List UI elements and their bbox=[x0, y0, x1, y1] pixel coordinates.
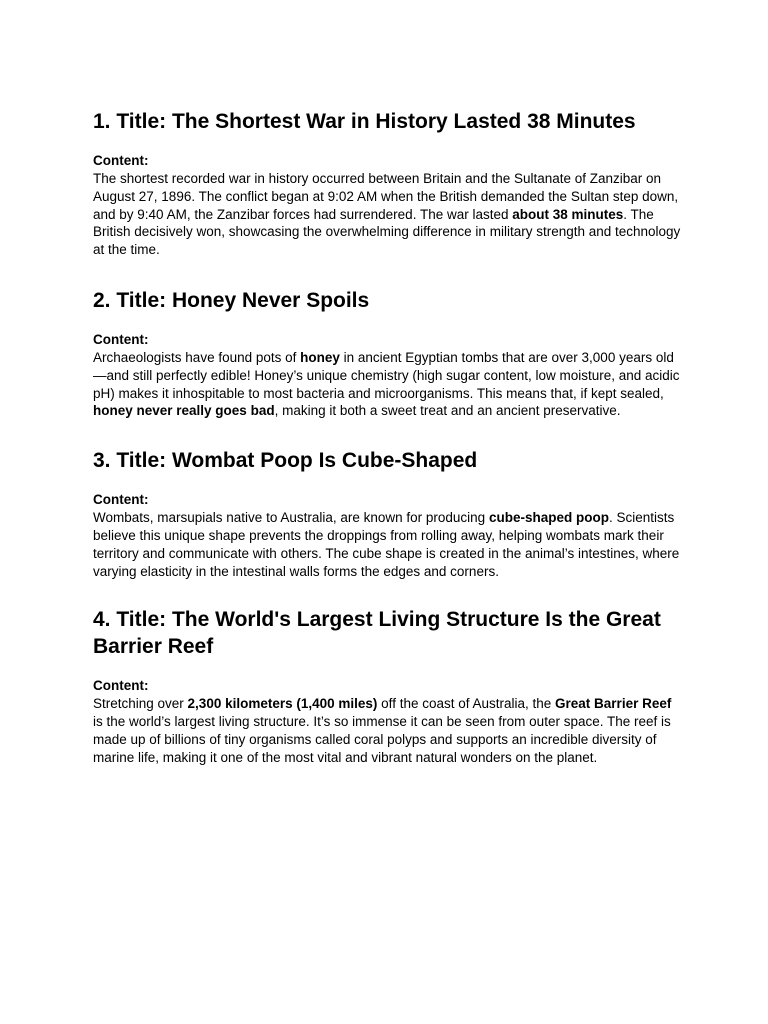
section-body bbox=[93, 509, 683, 580]
body-bold-run: about 38 minutes bbox=[512, 206, 624, 222]
section-title: 4. Title: The World's Largest Living Structure Is the Great Barrier Reef bbox=[93, 608, 661, 659]
content-label: Content: bbox=[93, 331, 149, 347]
body-bold-run: honey bbox=[300, 349, 340, 365]
fact-section-2 bbox=[93, 287, 683, 420]
section-body bbox=[93, 695, 683, 766]
body-text-run: . Scientists believe this unique shape prevents the droppings from rolling away, helping wombats mark their territory and communicate with others. The cube shape is created in the animal’s intestines, where varying elasticity in the intestinal walls forms the edges and corners. bbox=[93, 510, 680, 579]
body-bold-run: Great Barrier Reef bbox=[555, 696, 672, 712]
section-body bbox=[93, 349, 683, 420]
body-text-run: The shortest recorded war in history occurred between Britain and the Sultanate of Zanzibar on August 27, 1896. The conflict began at 9:02 AM when the British demanded the Sultan step down, and by 9:40 AM, the Zanzibar forces had surrendered. The war lasted bbox=[93, 171, 679, 222]
fact-section-1 bbox=[93, 108, 683, 259]
body-text-run: . The British decisively won, showcasing the overwhelming difference in military strength and technology at the time. bbox=[93, 206, 681, 258]
section-title: 2. Title: Honey Never Spoils bbox=[93, 288, 370, 312]
content-label: Content: bbox=[93, 492, 149, 508]
body-bold-run: honey never really goes bad bbox=[93, 403, 275, 419]
fact-section-4 bbox=[93, 606, 683, 766]
body-bold-run: cube-shaped poop bbox=[488, 510, 609, 526]
body-text-run: is the world’s largest living structure. It’s so immense it can be seen from outer space. The reef is made up of billions of tiny organisms called coral polyps and supports an incredible diversity of marine life, making it one of the most vital and vibrant natural wonders on the planet. bbox=[93, 714, 671, 765]
body-text-run: Wombats, marsupials native to Australia, are known for producing bbox=[93, 510, 489, 526]
section-title: 3. Title: Wombat Poop Is Cube-Shaped bbox=[93, 449, 478, 473]
fact-section-3 bbox=[93, 447, 683, 580]
body-text-run: in ancient Egyptian tombs that are over 3,000 years old—and still perfectly edible! Honey’s unique chemistry (high sugar content, low moisture, and acidic pH) makes it inhospitable to most bacteria and microorganisms. This means that, if kept sealed, bbox=[93, 349, 680, 401]
content-label: Content: bbox=[93, 678, 149, 694]
content-label: Content: bbox=[93, 153, 149, 168]
body-text-run: Stretching over bbox=[93, 696, 188, 712]
document-page bbox=[93, 108, 683, 767]
body-bold-run: 2,300 kilometers (1,400 miles) bbox=[187, 696, 378, 712]
body-text-run: Archaeologists have found pots of bbox=[93, 349, 301, 365]
section-title: 1. Title: The Shortest War in History Lasted 38 Minutes bbox=[93, 110, 636, 133]
body-text-run: , making it both a sweet treat and an ancient preservative. bbox=[274, 403, 621, 419]
section-body bbox=[93, 170, 683, 259]
body-text-run: off the coast of Australia, the bbox=[377, 696, 556, 712]
